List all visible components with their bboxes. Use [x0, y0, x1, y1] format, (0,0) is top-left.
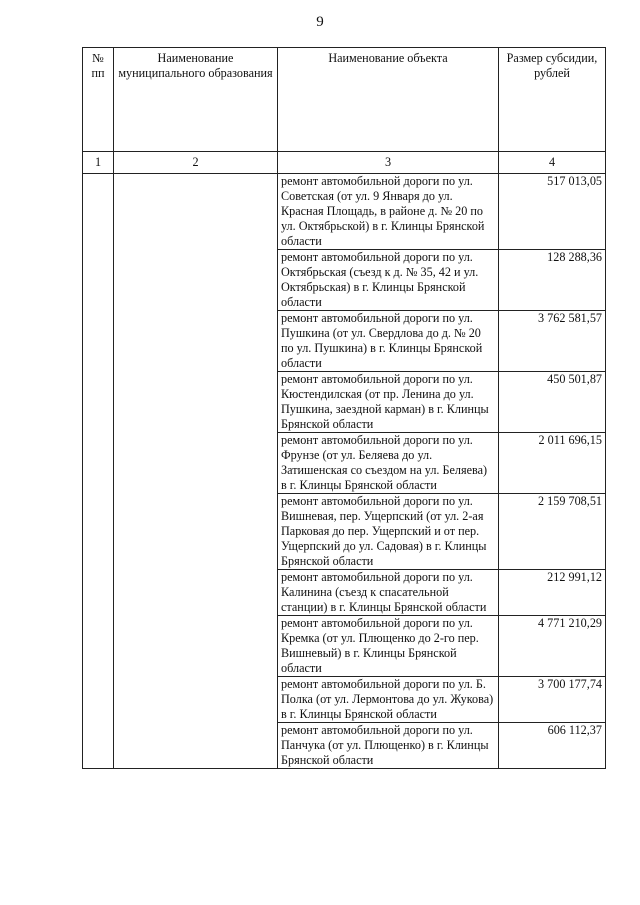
object-cell: ремонт автомобильной дороги по ул. Вишневая, пер. Ущерпский (от ул. 2-ая Парковая до пер. Ущерпский и от пер. Ущерпский до ул. Садовая) в г. Клинцы Брянской области — [278, 494, 499, 570]
object-cell: ремонт автомобильной дороги по ул. Б. Полка (от ул. Лермонтова до ул. Жукова) в г. Клинцы Брянской области — [278, 677, 499, 723]
amount-cell: 3 700 177,74 — [499, 677, 606, 723]
amount-cell: 3 762 581,57 — [499, 311, 606, 372]
amount-cell: 606 112,37 — [499, 723, 606, 769]
amount-cell: 212 991,12 — [499, 570, 606, 616]
amount-cell: 2 159 708,51 — [499, 494, 606, 570]
amount-cell: 517 013,05 — [499, 174, 606, 250]
amount-cell: 4 771 210,29 — [499, 616, 606, 677]
object-cell: ремонт автомобильной дороги по ул. Калинина (съезд к спасательной станции) в г. Клинцы Брянской области — [278, 570, 499, 616]
row-number-cell — [83, 174, 114, 769]
page-number: 9 — [316, 14, 324, 30]
object-cell: ремонт автомобильной дороги по ул. Фрунзе (от ул. Беляева до ул. Затишенская со съездом на ул. Беляева) в г. Клинцы Брянской области — [278, 433, 499, 494]
municipality-cell — [114, 174, 278, 769]
subsidy-table — [82, 47, 606, 769]
object-cell: ремонт автомобильной дороги по ул. Пушкина (от ул. Свердлова до д. № 20 по ул. Пушкина) в г. Клинцы Брянской области — [278, 311, 499, 372]
object-cell: ремонт автомобильной дороги по ул. Кюстендилская (от пр. Ленина до ул. Пушкина, заездной карман) в г. Клинцы Брянской области — [278, 372, 499, 433]
object-cell: ремонт автомобильной дороги по ул. Кремка (от ул. Плющенко до 2-го пер. Вишневый) в г. Клинцы Брянской области — [278, 616, 499, 677]
header-row — [83, 48, 606, 152]
header-object: Наименование объекта — [278, 48, 499, 152]
column-number: 2 — [114, 152, 278, 174]
amount-cell: 2 011 696,15 — [499, 433, 606, 494]
amount-cell: 128 288,36 — [499, 250, 606, 311]
amount-cell: 450 501,87 — [499, 372, 606, 433]
object-cell: ремонт автомобильной дороги по ул. Панчука (от ул. Плющенко) в г. Клинцы Брянской области — [278, 723, 499, 769]
column-number: 4 — [499, 152, 606, 174]
object-cell: ремонт автомобильной дороги по ул. Советская (от ул. 9 Января до ул. Красная Площадь, в районе д. № 20 по ул. Октябрьской) в г. Клинцы Брянской области — [278, 174, 499, 250]
header-municipality: Наименование муниципального образования — [114, 48, 278, 152]
column-number: 1 — [83, 152, 114, 174]
object-cell: ремонт автомобильной дороги по ул. Октябрьская (съезд к д. № 35, 42 и ул. Октябрьская) в г. Клинцы Брянской области — [278, 250, 499, 311]
header-number: № пп — [83, 48, 114, 152]
column-number: 3 — [278, 152, 499, 174]
column-number-row — [83, 152, 606, 174]
header-subsidy: Размер субсидии, рублей — [499, 48, 606, 152]
table-row — [83, 174, 606, 250]
